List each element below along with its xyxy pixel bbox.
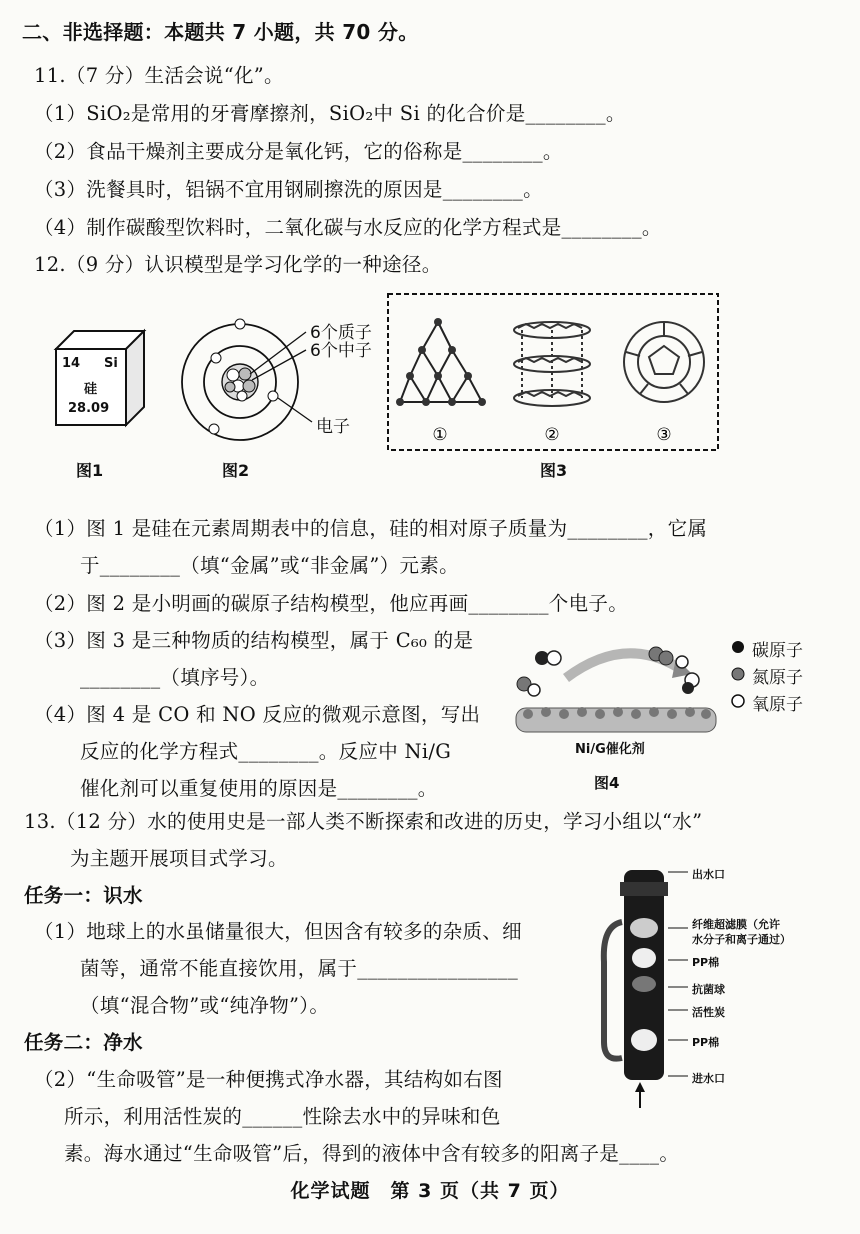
q12-stem: 12.（9 分）认识模型是学习化学的一种途径。 xyxy=(34,253,442,276)
straw-carbon-label: 活性炭 xyxy=(692,1006,725,1019)
q12-part3-a: （3）图 3 是三种物质的结构模型，属于 C₆₀ 的是 xyxy=(34,629,474,652)
figure2-caption: 图2 xyxy=(222,461,250,480)
diamond-structure xyxy=(400,322,482,402)
section-title: 二、非选择题：本题共 7 小题，共 70 分。 xyxy=(22,20,419,44)
task1-part1-c: （填“混合物”或“纯净物”）。 xyxy=(80,994,330,1017)
element-name: 硅 xyxy=(84,382,98,397)
straw-antibac-label: 抗菌球 xyxy=(692,983,725,996)
electron-label: 电子 xyxy=(316,417,350,437)
q12-part1-a: （1）图 1 是硅在元素周期表中的信息，硅的相对原子质量为________，它属 xyxy=(34,517,708,540)
proton-label: 6个质子 xyxy=(310,323,372,343)
carbon-structures-figure xyxy=(386,292,722,454)
straw-inlet-label: 进水口 xyxy=(692,1072,725,1085)
q12-part2: （2）图 2 是小明画的碳原子结构模型，他应再画________个电子。 xyxy=(34,592,629,615)
graphite-structure xyxy=(514,322,590,406)
q12-part1-b: 于________（填“金属”或“非金属”）元素。 xyxy=(80,554,459,577)
element-number: 14 xyxy=(62,356,81,371)
straw-pp1-label: PP棉 xyxy=(692,956,720,969)
task1-part1-a: （1）地球上的水虽储量很大，但因含有较多的杂质、细 xyxy=(34,920,522,943)
q13-stem-2: 为主题开展项目式学习。 xyxy=(70,847,288,870)
fig3-item-1: ① xyxy=(432,425,448,445)
straw-pp2-label: PP棉 xyxy=(692,1036,720,1049)
q13-stem-1: 13.（12 分）水的使用史是一部人类不断探索和改进的历史，学习小组以“水” xyxy=(24,810,703,833)
q11-part2: （2）食品干燥剂主要成分是氧化钙，它的俗称是________。 xyxy=(34,140,563,163)
task2-part2-b: 所示，利用活性炭的______性除去水中的异味和色 xyxy=(64,1105,501,1128)
q11-part4: （4）制作碳酸型饮料时，二氧化碳与水反应的化学方程式是________。 xyxy=(34,216,662,239)
task1-part1-b: 菌等，通常不能直接饮用，属于________________ xyxy=(80,957,518,980)
q11-stem: 11.（7 分）生活会说“化”。 xyxy=(34,64,284,87)
q11-part1: （1）SiO₂是常用的牙膏摩擦剂，SiO₂中 Si 的化合价是________。 xyxy=(34,102,626,125)
legend-carbon: 碳原子 xyxy=(752,641,803,661)
legend-oxygen: 氧原子 xyxy=(752,695,803,715)
figure3-caption: 图3 xyxy=(540,461,568,480)
element-mass: 28.09 xyxy=(68,401,110,416)
catalyst-label: Ni/G催化剂 xyxy=(575,742,645,757)
task2-part2-a: （2）“生命吸管”是一种便携式净水器，其结构如右图 xyxy=(34,1068,503,1091)
straw-membrane-label-2: 水分子和离子通过） xyxy=(692,933,791,946)
q12-part4-a: （4）图 4 是 CO 和 NO 反应的微观示意图，写出 xyxy=(34,703,481,726)
legend-markers xyxy=(730,638,750,714)
straw-outlet-label: 出水口 xyxy=(692,868,725,881)
task2-heading: 任务二：净水 xyxy=(24,1031,143,1054)
fig3-item-3: ③ xyxy=(656,425,672,445)
reaction-figure xyxy=(506,628,726,750)
straw-label-lines xyxy=(668,870,692,1100)
legend-nitrogen: 氮原子 xyxy=(752,668,803,688)
c60-structure xyxy=(624,322,704,402)
figure4-caption: 图4 xyxy=(594,774,620,792)
atom-model-figure xyxy=(178,312,318,452)
task1-heading: 任务一：识水 xyxy=(24,884,143,907)
q12-part3-b: ________（填序号）。 xyxy=(80,666,270,689)
page-footer: 化学试题 第 3 页（共 7 页） xyxy=(290,1180,570,1202)
straw-membrane-label-1: 纤维超滤膜（允许 xyxy=(692,918,780,931)
q12-part4-b: 反应的化学方程式________。反应中 Ni/G xyxy=(80,740,452,763)
element-symbol: Si xyxy=(104,356,118,371)
fig3-item-2: ② xyxy=(544,425,560,445)
figure1-caption: 图1 xyxy=(76,461,104,480)
neutron-label: 6个中子 xyxy=(310,341,372,361)
q12-part4-c: 催化剂可以重复使用的原因是________。 xyxy=(80,777,438,800)
q11-part3: （3）洗餐具时，铝锅不宜用钢刷擦洗的原因是________。 xyxy=(34,178,543,201)
task2-part2-c: 素。海水通过“生命吸管”后，得到的液体中含有较多的阳离子是____。 xyxy=(64,1142,680,1165)
periodic-cell-figure xyxy=(50,325,150,435)
